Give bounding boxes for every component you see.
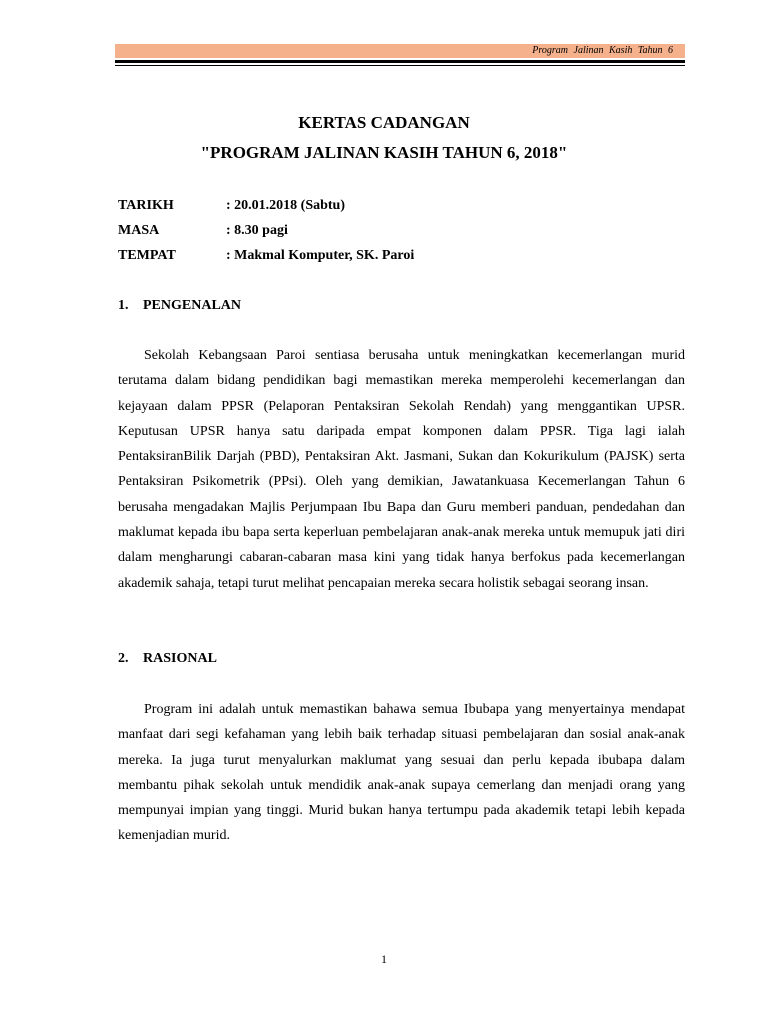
running-header-title: Program Jalinan Kasih Tahun 6 xyxy=(532,45,673,56)
detail-label-time: MASA xyxy=(118,223,160,238)
detail-value-venue: : Makmal Komputer, SK. Paroi xyxy=(226,248,415,263)
section-title: PENGENALAN xyxy=(143,298,242,313)
detail-row-venue xyxy=(118,246,678,266)
section-body-rationale: Program ini adalah untuk memastikan bahawa semua Ibubapa yang menyertainya mendapat manfaat dari segi kefahaman yang lebih baik terhadap situasi pembelajaran dan sosial anak-anak mereka. Ia juga turut menyalurkan maklumat yang sesuai dan perlu kepada ibubapa dalam membantu pihak sekolah untuk mendidik anak-anak supaya cemerlang dan menjadi orang yang mempunyai impian yang tinggi. Murid bukan hanya tertumpu pada akademik tetapi lebih kepada kemenjadian murid. xyxy=(118,702,685,844)
section-number: 2. xyxy=(118,651,129,666)
section-body-introduction: Sekolah Kebangsaan Paroi sentiasa berusaha untuk meningkatkan kecemerlangan murid terutama dalam bidang pendidikan bagi memastikan mereka memperolehi kecemerlangan dan kejayaan dalam PPSR (Pelaporan Pentaksiran Sekolah Rendah) yang menggantikan UPSR. Keputusan UPSR hanya satu daripada empat komponen dalam PPSR. Tiga lagi ialah PentaksiranBilik Darjah (PBD), Pentaksiran Akt. Jasmani, Sukan dan Kokurikulum (PAJSK) serta Pentaksiran Psikometrik (PPsi). Oleh yang demikian, Jawatankuasa Kecemerlangan Tahun 6 berusaha mengadakan Majlis Perjumpaan Ibu Bapa dan Guru memberi panduan, pendedahan dan maklumat kepada ibu bapa serta keperluan pembelajaran anak-anak mereka untuk memupuk jati diri dalam mengharungi cabaran-cabaran masa kini yang tidak hanya berfokus pada kecemerlangan akademik sahaja, tetapi turut melihat pencapaian mereka secara holistik sebagai seorang insan. xyxy=(118,348,685,591)
detail-row-date xyxy=(118,196,678,216)
header-rule-thick xyxy=(115,60,685,63)
running-header-band xyxy=(115,44,685,58)
detail-label-date: TARIKH xyxy=(118,198,174,213)
detail-value-time: : 8.30 pagi xyxy=(226,223,288,238)
section-number: 1. xyxy=(118,298,129,313)
page-number: 1 xyxy=(381,952,387,966)
detail-row-time xyxy=(118,221,678,241)
detail-value-date: : 20.01.2018 (Sabtu) xyxy=(226,198,346,213)
section-title: RASIONAL xyxy=(143,651,217,666)
document-subtitle: "PROGRAM JALINAN KASIH TAHUN 6, 2018" xyxy=(200,143,568,162)
header-rule-thin xyxy=(115,65,685,66)
document-title: KERTAS CADANGAN xyxy=(298,113,470,132)
detail-label-venue: TEMPAT xyxy=(118,248,176,263)
